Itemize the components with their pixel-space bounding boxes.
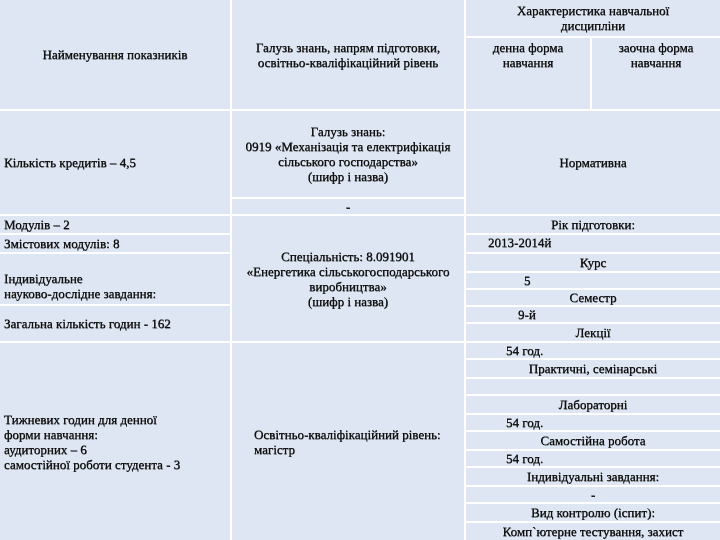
practical-label xyxy=(466,360,720,377)
modules-count xyxy=(0,216,230,233)
header-characteristics-text: Характеристика навчальної дисципліни xyxy=(516,3,670,33)
practical-label-text: Практичні, семінарські xyxy=(528,361,658,376)
field-of-knowledge-text: Галузь знань: 0919 «Механізація та електрифікація сільського господарства» (шифр і назва) xyxy=(245,124,451,184)
header-parttime-text: заочна форма навчання xyxy=(618,40,694,70)
header-fulltime xyxy=(466,38,590,109)
specialty-text: Спеціальність: 8.091901 «Енергетика сільськогосподарського виробництва» (шифр і назва) xyxy=(246,248,450,309)
individual-research-task xyxy=(0,254,230,304)
lectures-value-text: 54 год. xyxy=(506,343,544,358)
specialty xyxy=(232,216,464,341)
lab-label xyxy=(466,396,720,413)
total-hours xyxy=(0,306,230,341)
header-indicators-text: Найменування показників xyxy=(42,47,188,62)
field-of-knowledge-dash-text: - xyxy=(345,199,351,214)
qualification-level xyxy=(232,343,464,540)
semester-label xyxy=(466,290,720,305)
field-of-knowledge-dash xyxy=(232,199,464,214)
control-type-value xyxy=(466,523,720,540)
course-value xyxy=(466,273,720,288)
individual-tasks-value xyxy=(466,487,720,502)
lab-value-text: 54 год. xyxy=(506,415,544,430)
modules-count-text: Модулів – 2 xyxy=(4,217,70,232)
selfwork-value xyxy=(466,451,720,466)
qualification-level-text: Освітньо-кваліфікаційний рівень: магістр xyxy=(254,426,441,457)
selfwork-label xyxy=(466,432,720,449)
field-of-knowledge xyxy=(232,111,464,197)
header-parttime xyxy=(592,38,720,109)
lab-value xyxy=(466,415,720,430)
control-type-label xyxy=(466,504,720,521)
total-hours-text: Загальна кількість годин - 162 xyxy=(4,316,171,331)
weekly-hours-text: Тижневих годин для денної форми навчання: аудиторних – 6 самостійної роботи студента - 3 xyxy=(4,411,181,472)
credits-label xyxy=(0,111,230,214)
control-type-value-text: Комп`ютерне тестування, захист xyxy=(502,524,684,539)
discipline-type-text: Нормативна xyxy=(559,155,627,170)
header-characteristics xyxy=(466,0,720,36)
individual-tasks-label-text: Індивідуальні завдання: xyxy=(526,469,660,484)
header-field xyxy=(232,0,464,109)
individual-tasks-label xyxy=(466,468,720,485)
lab-label-text: Лабораторні xyxy=(558,397,628,412)
header-fulltime-text: денна форма навчання xyxy=(492,40,564,70)
year-label-text: Рік підготовки: xyxy=(551,217,635,232)
year-label xyxy=(466,216,720,233)
year-value-text: 2013-2014й xyxy=(488,235,552,250)
semester-label-text: Семестр xyxy=(569,290,617,305)
weekly-hours xyxy=(0,343,230,540)
course-label-text: Курс xyxy=(579,255,607,270)
selfwork-value-text: 54 год. xyxy=(506,451,544,466)
lectures-label-text: Лекції xyxy=(575,325,611,340)
individual-research-task-text: Індивідуальне науково-дослідне завдання: xyxy=(4,271,157,301)
course-label xyxy=(466,254,720,271)
individual-tasks-value-text: - xyxy=(590,487,596,502)
credits-label-text: Кількість кредитів – 4,5 xyxy=(4,155,136,170)
content-modules-count-text: Змістових модулів: 8 xyxy=(4,236,120,251)
lectures-label xyxy=(466,324,720,341)
lectures-value xyxy=(466,343,720,358)
practical-value xyxy=(466,379,720,394)
course-value-text: 5 xyxy=(524,273,531,288)
control-type-label-text: Вид контролю (іспит): xyxy=(531,505,655,520)
content-modules-count xyxy=(0,235,230,252)
header-indicators xyxy=(0,0,230,109)
selfwork-label-text: Самостійна робота xyxy=(540,433,646,448)
year-value xyxy=(466,235,720,252)
discipline-type xyxy=(466,111,720,214)
header-field-text: Галузь знань, напрям підготовки, освітньо-кваліфікаційний рівень xyxy=(255,39,441,70)
semester-value-text: 9-й xyxy=(518,307,536,322)
semester-value xyxy=(466,307,720,322)
